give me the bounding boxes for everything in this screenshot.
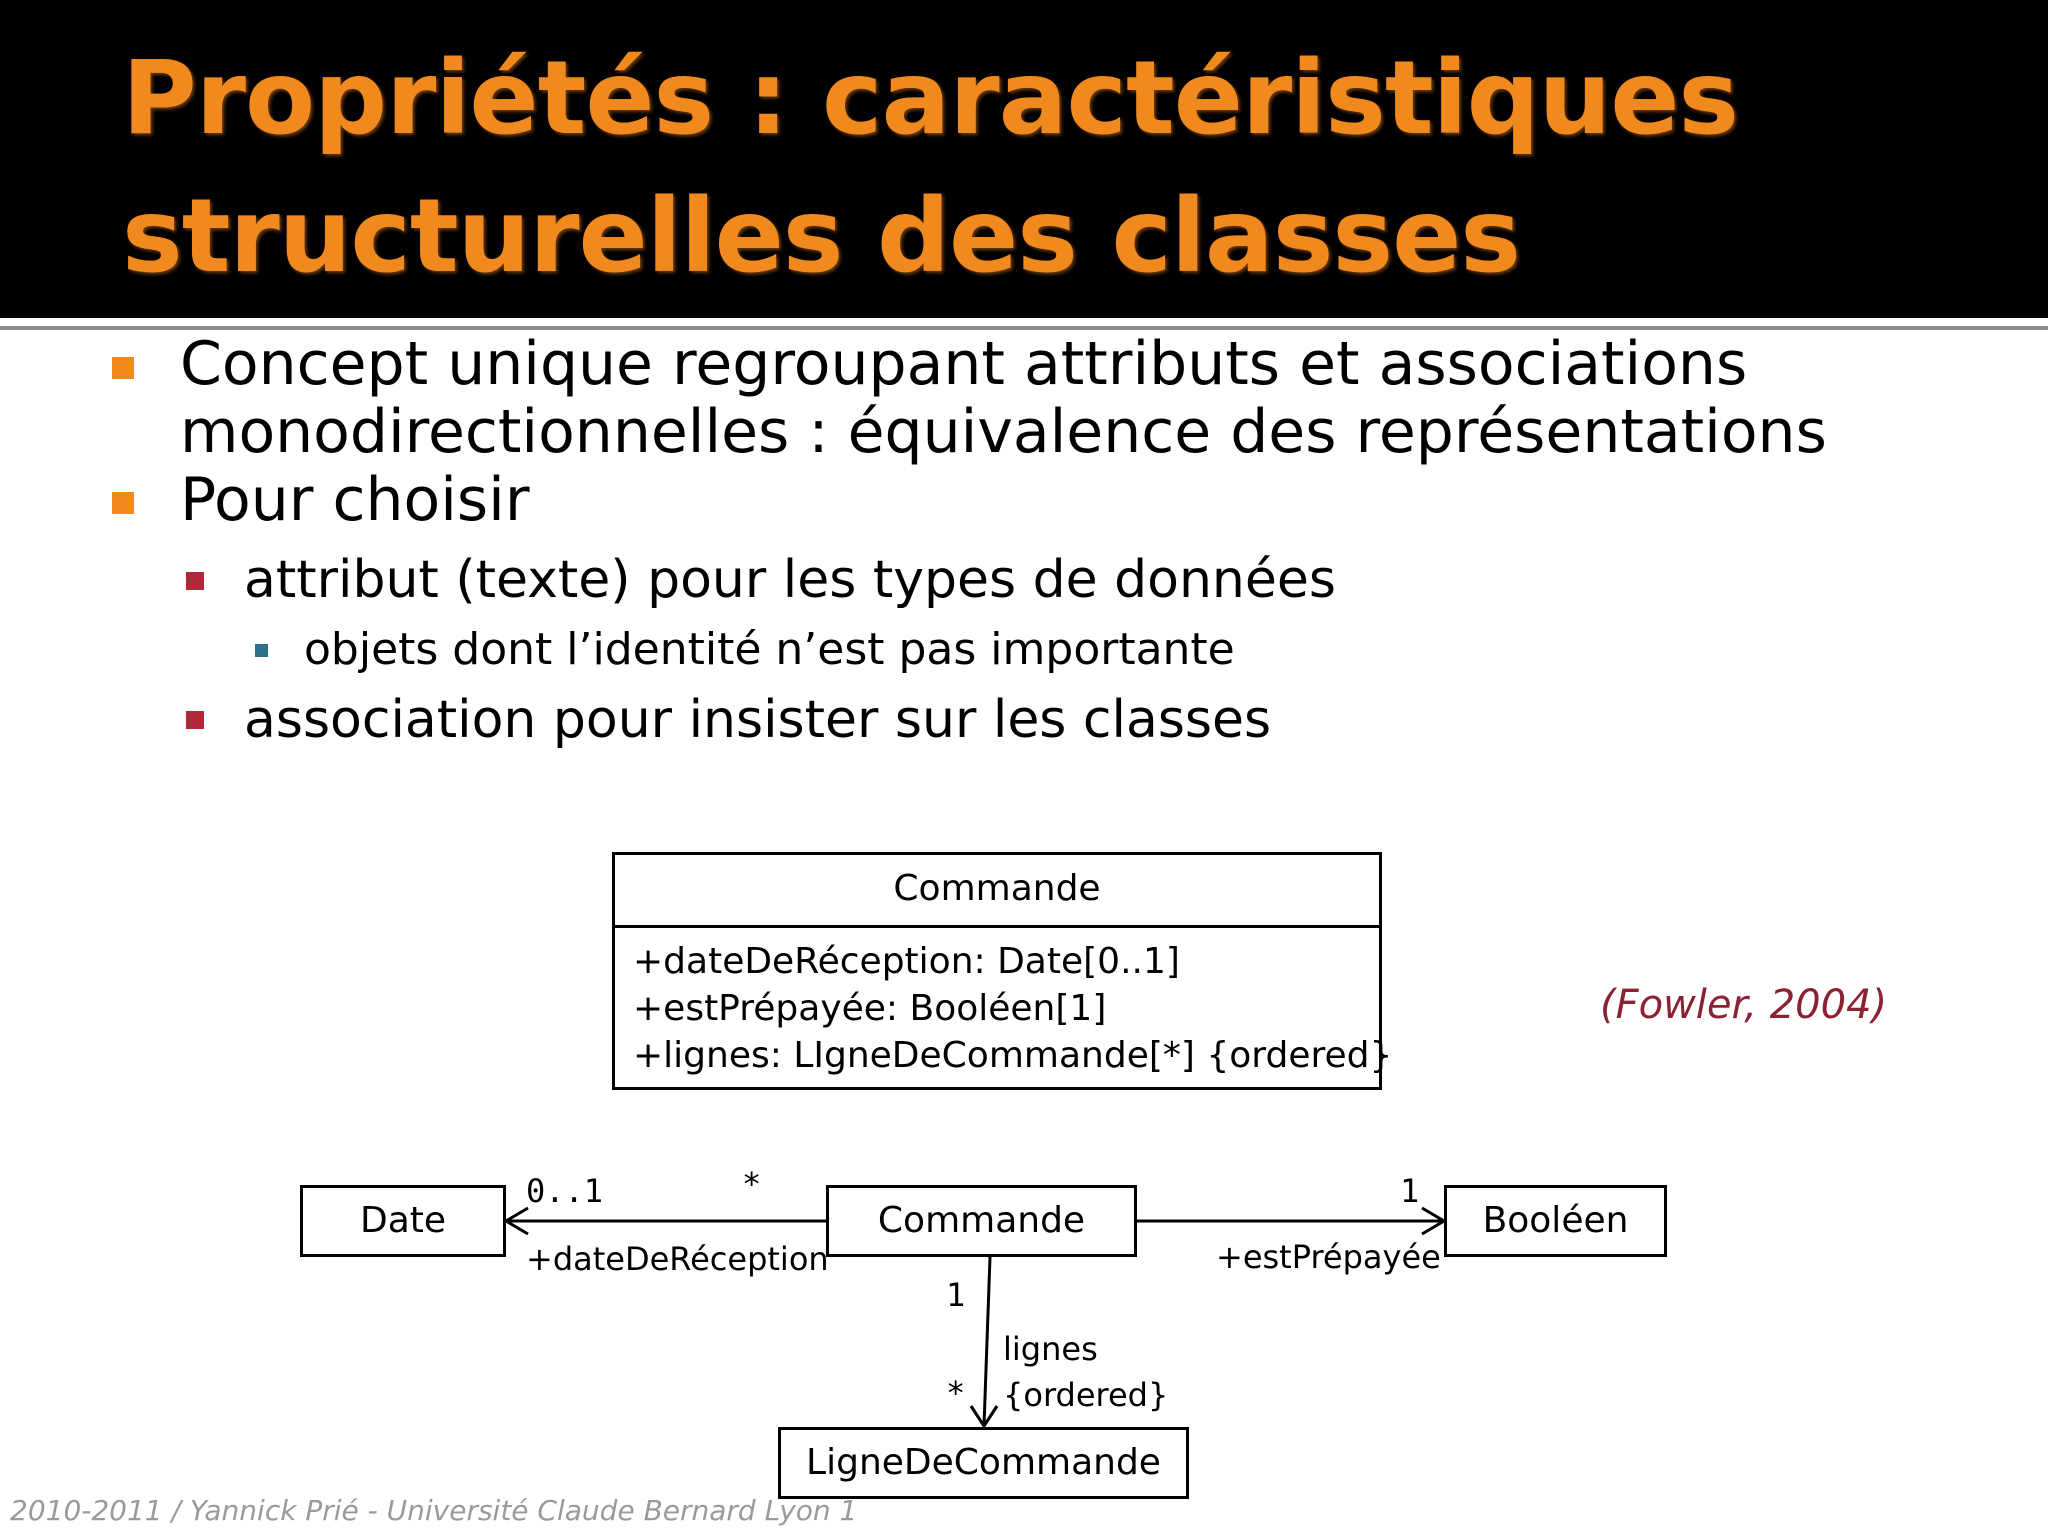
uml-class-date: Date [300,1185,506,1257]
multiplicity-commande-date: * [742,1165,762,1203]
uml-attribute: +estPrépayée: Booléen[1] [633,988,1107,1029]
bullet-pour-choisir: Pour choisir [180,465,530,535]
bullet-attribut: attribut (texte) pour les types de données [244,550,1336,610]
bullet-concept-continuation: monodirectionnelles : équivalence des représentations [180,397,1827,467]
uml-attribute: +dateDeRéception: Date[0..1] [633,941,1180,982]
footer: 2010-2011 / Yannick Prié - Université Claude Bernard Lyon 1 [10,1494,858,1527]
role-datedereception: +dateDeRéception [526,1240,829,1278]
title-line-1: Propriétés : caractéristiques [122,39,1739,158]
uml-class-lignedecommande: LigneDeCommande [778,1427,1189,1499]
bullet-association: association pour insister sur les classes [244,690,1272,750]
multiplicity-booleen: 1 [1400,1172,1420,1210]
uml-class-commande: Commande [826,1185,1137,1257]
bullet-concept: Concept unique regroupant attributs et associations [180,329,1748,399]
multiplicity-lignes: * [946,1374,966,1412]
uml-class-booleen: Booléen [1444,1185,1667,1257]
assoc-line-lignes [984,1257,990,1426]
role-estprepayee: +estPrépayée [1216,1238,1441,1276]
uml-class-name: Commande [615,855,1379,928]
citation: (Fowler, 2004) [1600,982,1888,1028]
multiplicity-commande-lignes: 1 [946,1276,966,1314]
title-line-2: structurelles des classes [122,177,1521,296]
role-lignes: lignes [1003,1330,1098,1368]
constraint-ordered: {ordered} [1003,1376,1169,1414]
uml-attribute: +lignes: LIgneDeCommande[*] {ordered} [633,1035,1393,1076]
bullet-objets: objets dont l’identité n’est pas importante [304,624,1235,675]
multiplicity-date: 0..1 [526,1172,604,1210]
